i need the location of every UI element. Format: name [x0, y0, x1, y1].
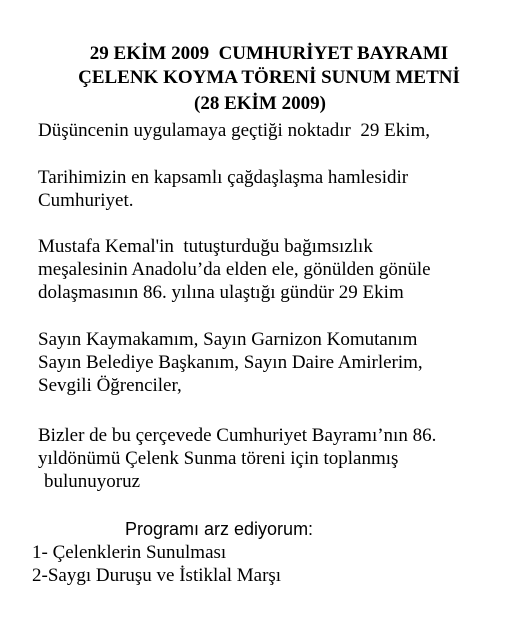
- paragraph-4-line-3: Sevgili Öğrenciler,: [38, 375, 182, 396]
- paragraph-2-line-1: Tarihimizin en kapsamlı çağdaşlaşma hamlesidir: [38, 167, 409, 188]
- paragraph-4-line-1: Sayın Kaymakamım, Sayın Garnizon Komutanım: [38, 329, 418, 350]
- paragraph-5-line-2: yıldönümü Çelenk Sunma töreni için toplanmış: [38, 448, 399, 469]
- paragraph-2-line-2: Cumhuriyet.: [38, 190, 134, 211]
- document-title-date: (28 EKİM 2009): [194, 93, 326, 114]
- paragraph-3-line-2: meşalesinin Anadolu’da elden ele, gönülden gönüle: [38, 259, 431, 280]
- document-title-line-1: 29 EKİM 2009 CUMHURİYET BAYRAMI: [89, 43, 449, 64]
- paragraph-3-line-3: dolaşmasının 86. yılına ulaştığı gündür 29 Ekim: [38, 282, 404, 303]
- paragraph-3-line-1: Mustafa Kemal'in tutuşturduğu bağımsızlık: [38, 236, 373, 257]
- document-title-line-2: ÇELENK KOYMA TÖRENİ SUNUM METNİ: [78, 67, 460, 88]
- paragraph-1-line-1: Düşüncenin uygulamaya geçtiği noktadır 29 Ekim,: [38, 120, 431, 141]
- program-intro: Programı arz ediyorum:: [125, 519, 314, 539]
- paragraph-5-line-1: Bizler de bu çerçevede Cumhuriyet Bayramı’nın 86.: [38, 425, 437, 446]
- paragraph-4-line-2: Sayın Belediye Başkanım, Sayın Daire Amirlerim,: [38, 352, 423, 373]
- program-item-2: 2-Saygı Duruşu ve İstiklal Marşı: [32, 565, 282, 586]
- program-item-1: 1- Çelenklerin Sunulması: [32, 542, 227, 563]
- paragraph-5-line-3: bulunuyoruz: [44, 471, 141, 492]
